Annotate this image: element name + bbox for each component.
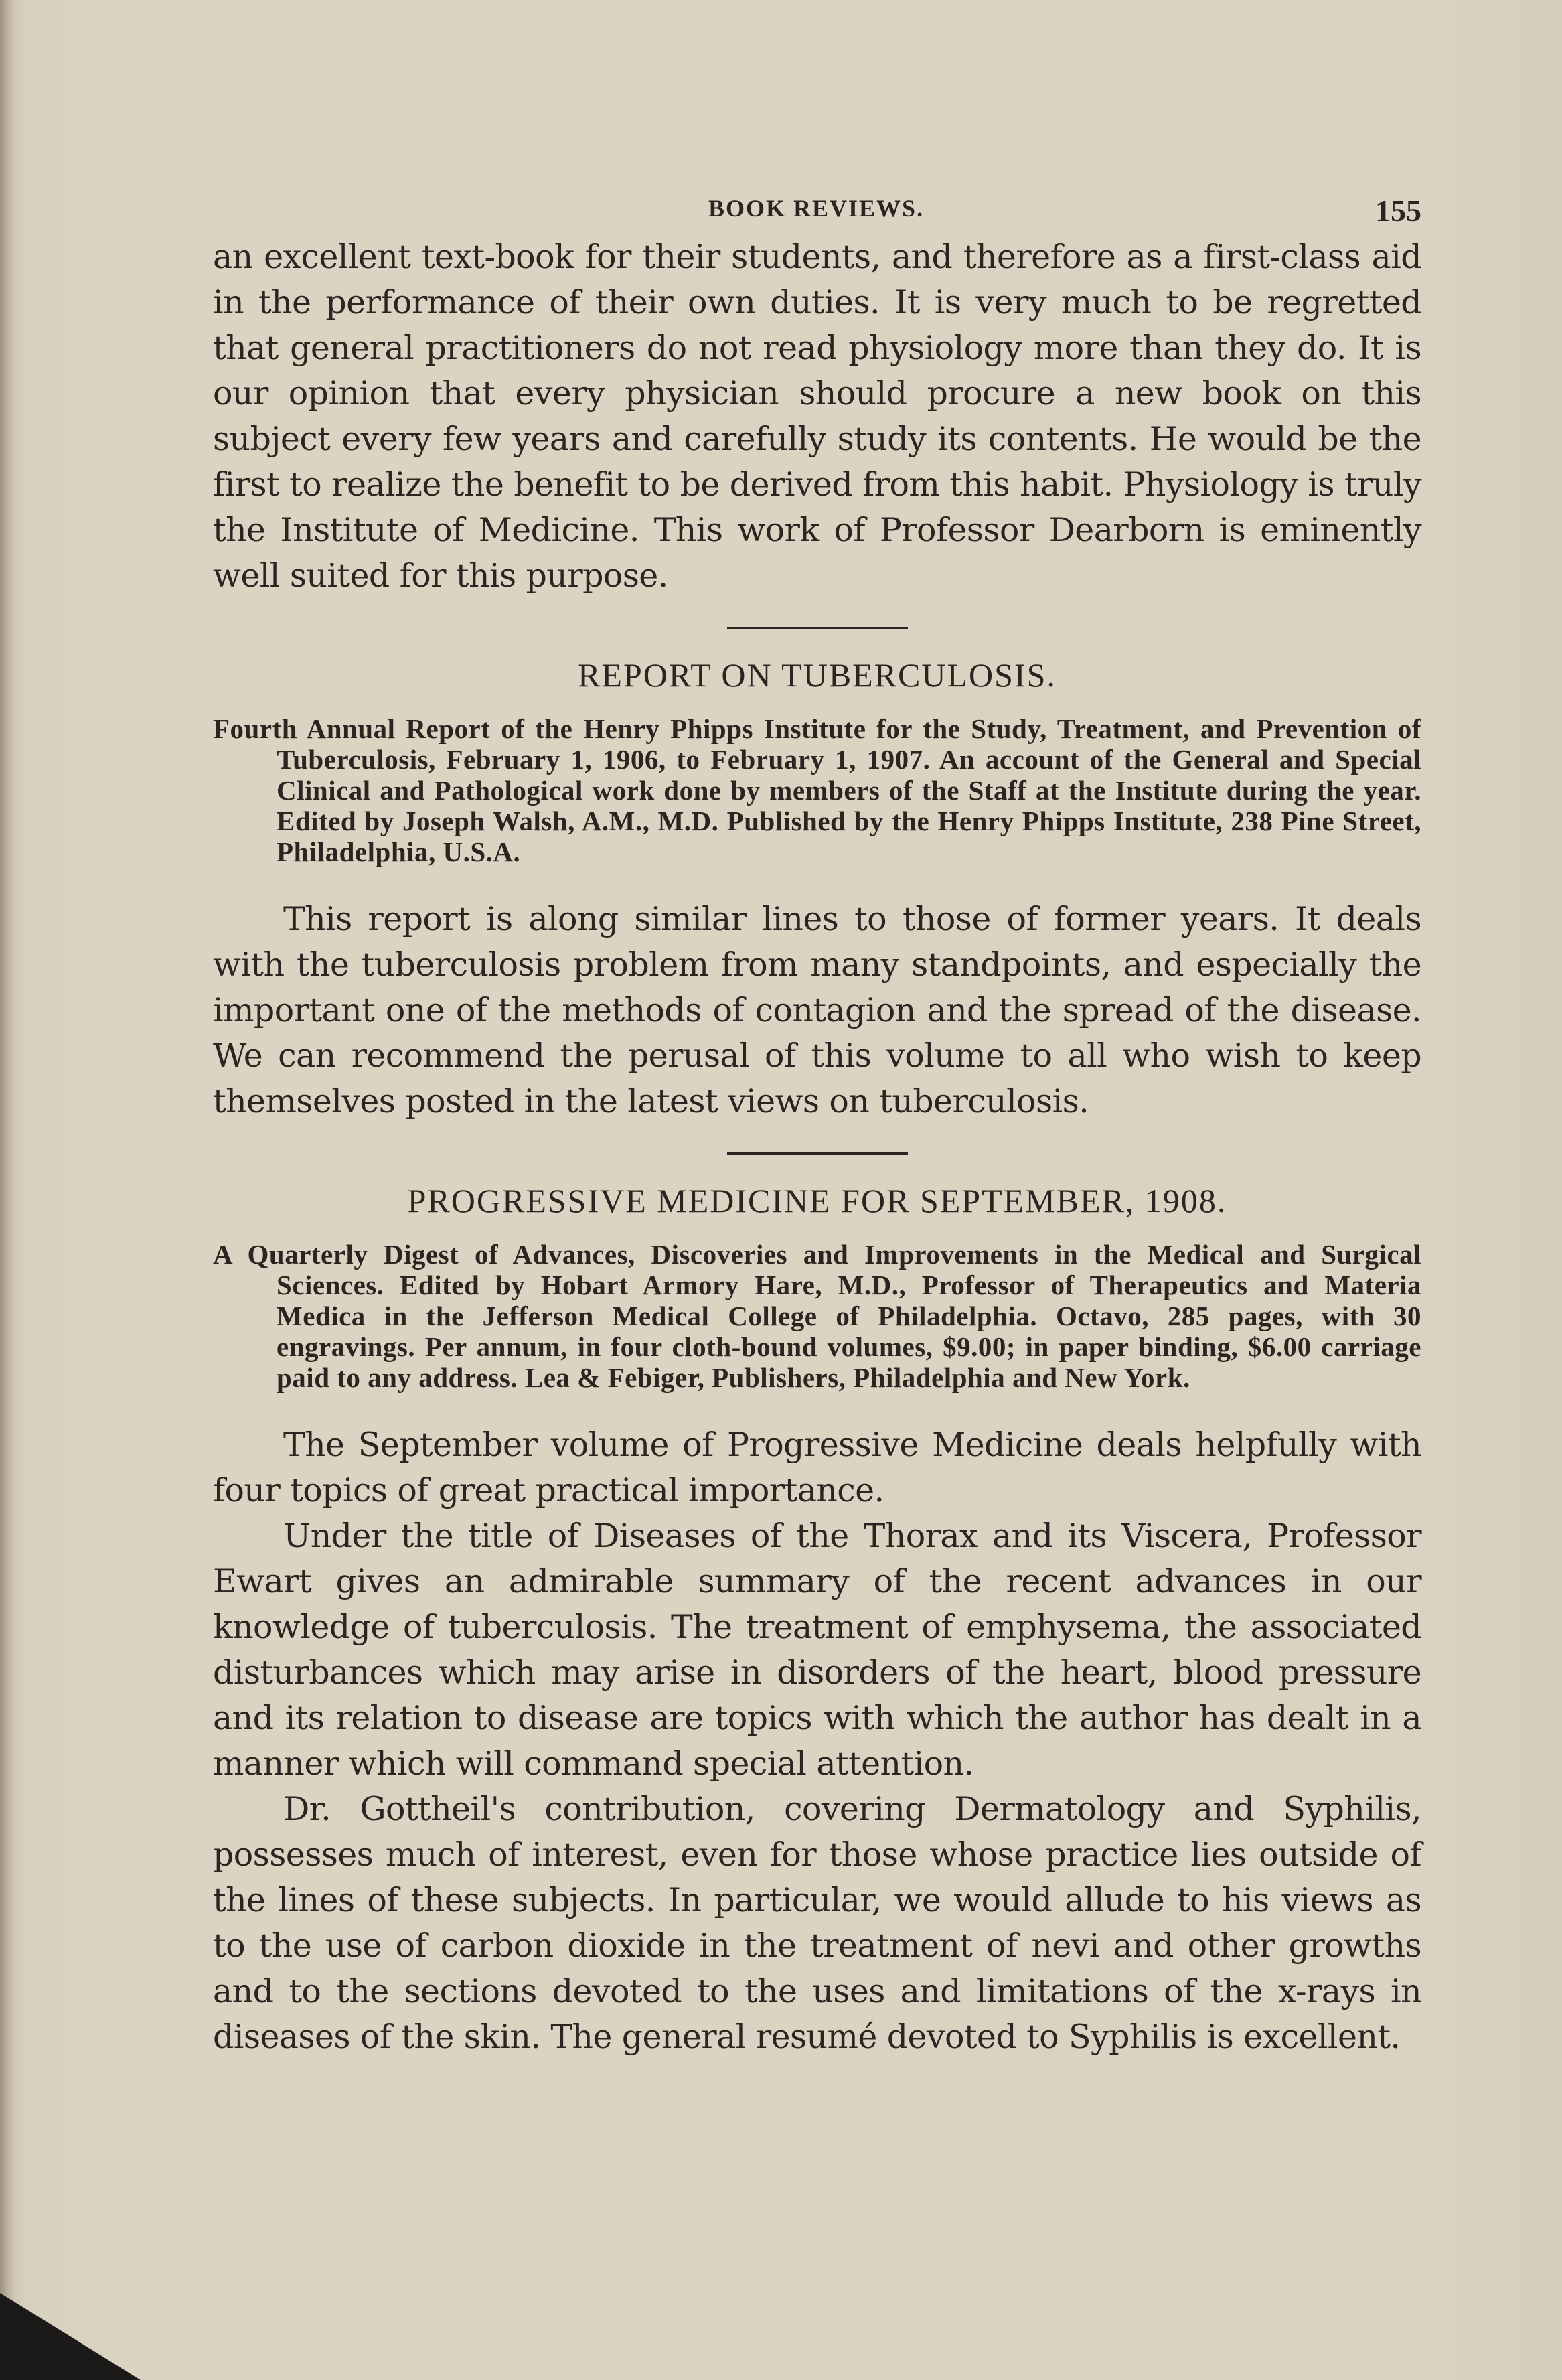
page-number: 155 xyxy=(1375,194,1421,228)
running-title: BOOK REVIEWS. xyxy=(708,195,925,222)
binding-edge xyxy=(0,0,15,2380)
progressive-paragraph-1: The September volume of Progressive Medicine deals helpfully with four topics of great practical importance. xyxy=(213,1426,1421,1509)
intro-paragraph: an excellent text-book for their students, and therefore as a first-class aid in the performance of their own duties. It is very much to be regretted that general practitioners do not read physiology more than they do. It is our opinion that every physician should procure a new book on this subject every few years and carefully study its contents. He would be the first to realize the benefit to be derived from this habit. Physiology is truly the Institute of Medicine. This work of Professor Dearborn is eminently well suited for this purpose. xyxy=(213,238,1421,595)
tuberculosis-paragraph: This report is along similar lines to those of former years. It deals with the tuberculosis problem from many standpoints, and especially the important one of the methods of contagion and the spread of the disease. We can recommend the perusal of this volume to all who wish to keep themselves posted in the latest views on tuberculosis. xyxy=(213,900,1421,1120)
page-content xyxy=(213,181,1421,2060)
progressive-paragraph-3: Dr. Gottheil's contribution, covering Dermatology and Syphilis, possesses much of interest, even for those whose practice lies outside of the lines of these subjects. In particular, we would allude to his views as to the use of carbon dioxide in the treatment of nevi and other growths and to the sections devoted to the uses and limitations of the x-rays in diseases of the skin. The general resumé devoted to Syphilis is excellent. xyxy=(213,1790,1421,2056)
section-divider-2 xyxy=(727,1152,908,1155)
progressive-paragraph-2: Under the title of Diseases of the Thorax and its Viscera, Professor Ewart gives an admirable summary of the recent advances in our knowledge of tuberculosis. The treatment of emphysema, the associated disturbances which may arise in disorders of the heart, blood pressure and its relation to disease are topics with which the author has dealt in a manner which will command special attention. xyxy=(213,1517,1421,1783)
section-divider-1 xyxy=(727,627,908,629)
section-title-tuberculosis: REPORT ON TUBERCULOSIS. xyxy=(578,656,1057,694)
section-title-progressive-medicine: PROGRESSIVE MEDICINE FOR SEPTEMBER, 1908. xyxy=(407,1182,1227,1219)
corner-shadow xyxy=(0,2293,141,2380)
running-head xyxy=(213,181,1421,234)
citation-tuberculosis: Fourth Annual Report of the Henry Phipps Institute for the Study, Treatment, and Prevention of Tuberculosis, February 1, 1906, to February 1, 1907. An account of the General and Special Clinical and Pathological work done by members of the Staff at the Institute during the year. Edited by Joseph Walsh, A.M., M.D. Published by the Henry Phipps Institute, 238 Pine Street, Philadelphia, U.S.A. xyxy=(213,713,1421,867)
citation-progressive-medicine: A Quarterly Digest of Advances, Discoveries and Improvements in the Medical and Surgical Sciences. Edited by Hobart Armory Hare, M.D., Professor of Therapeutics and Materia Medica in the Jefferson Medical College of Philadelphia. Octavo, 285 pages, with 30 engravings. Per annum, in four cloth-bound volumes, $9.00; in paper binding, $6.00 carriage paid to any address. Lea & Febiger, Publishers, Philadelphia and New York. xyxy=(213,1239,1421,1393)
